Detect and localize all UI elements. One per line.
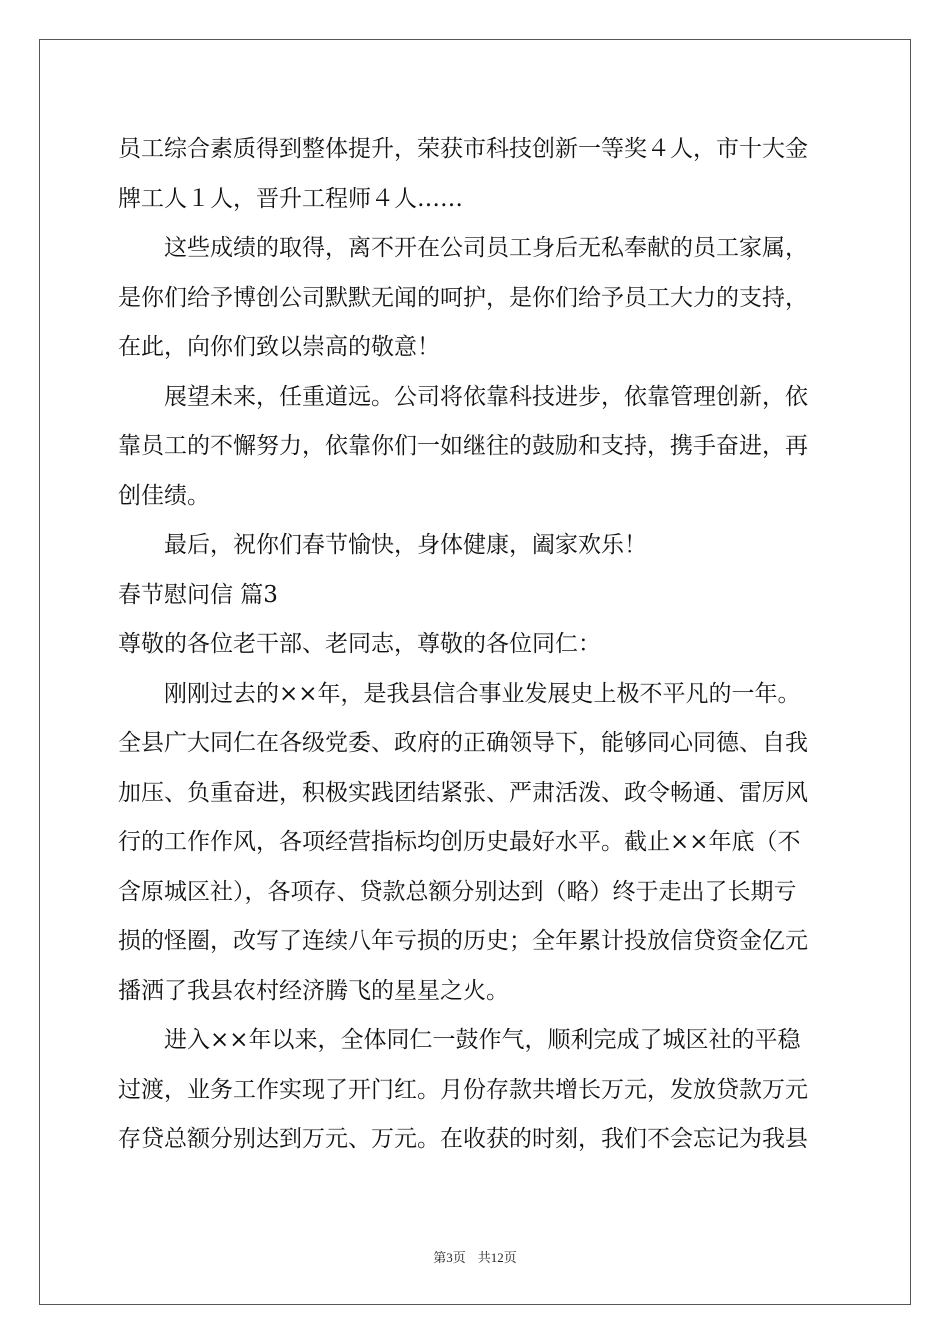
text-line: 损的怪圈，改写了连续八年亏损的历史；全年累计投放信贷资金亿元	[118, 928, 808, 954]
section-heading: 春节慰问信 篇3	[118, 581, 278, 608]
text-line: 全县广大同仁在各级党委、政府的正确领导下，能够同心同德、自我	[118, 730, 808, 756]
text-line: 展望未来，任重道远。公司将依靠科技进步，依靠管理创新，依	[118, 383, 808, 410]
text-line: 在此，向你们致以崇高的敬意！	[118, 334, 440, 360]
document-body	[118, 125, 833, 1165]
page-number: 第3页	[433, 1250, 466, 1265]
text-line: 刚刚过去的××年，是我县信合事业发展史上极不平凡的一年。	[118, 680, 801, 707]
salutation: 尊敬的各位老干部、老同志，尊敬的各位同仁：	[118, 631, 601, 657]
text-line: 进入××年以来，全体同仁一鼓作气，顺利完成了城区社的平稳	[118, 1027, 801, 1053]
text-line: 播洒了我县农村经济腾飞的星星之火。	[118, 977, 509, 1004]
text-line: 加压、负重奋进，积极实践团结紧张、严肃活泼、政令畅通、雷厉风	[118, 779, 808, 806]
text-line: 牌工人１人，晋升工程师４人……	[118, 185, 463, 212]
page-total: 共12页	[477, 1250, 517, 1265]
text-line: 过渡，业务工作实现了开门红。月份存款共增长万元，发放贷款万元	[118, 1076, 808, 1103]
text-line: 行的工作作风，各项经营指标均创历史最好水平。截止××年底（不	[118, 829, 801, 855]
text-line: 创佳绩。	[118, 482, 210, 509]
page-footer	[0, 1247, 950, 1266]
text-line: 员工综合素质得到整体提升，荣获市科技创新一等奖４人，市十大金	[118, 136, 808, 162]
text-line: 这些成绩的取得，离不开在公司员工身后无私奉献的员工家属，	[118, 235, 808, 261]
text-line: 靠员工的不懈努力，依靠你们一如继往的鼓励和支持，携手奋进，再	[118, 433, 808, 459]
text-line: 是你们给予博创公司默默无闻的呵护，是你们给予员工大力的支持，	[118, 284, 808, 311]
text-line: 含原城区社），各项存、贷款总额分别达到（略）终于走出了长期亏	[118, 878, 797, 905]
text-line: 存贷总额分别达到万元、万元。在收获的时刻，我们不会忘记为我县	[118, 1126, 808, 1152]
text-line: 最后，祝你们春节愉快，身体健康，阖家欢乐！	[118, 532, 647, 558]
